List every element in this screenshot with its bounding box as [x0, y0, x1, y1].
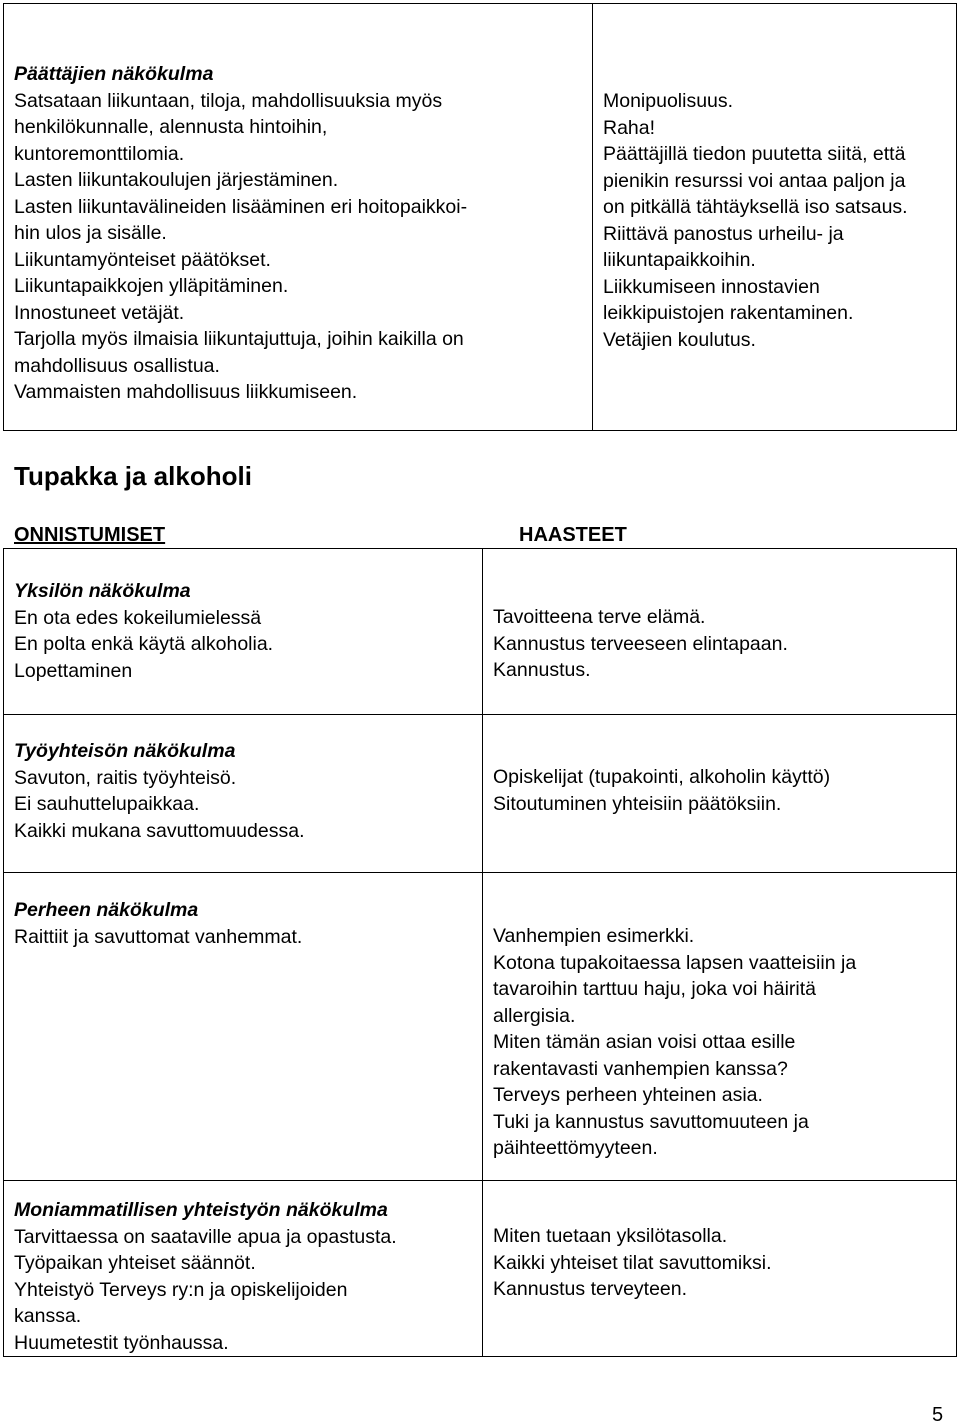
text-line: En polta enkä käytä alkoholia.	[14, 633, 274, 655]
text-line: Ei sauhuttelupaikkaa.	[14, 793, 200, 815]
family-challenges-cell	[483, 873, 957, 1181]
individual-challenges-cell	[483, 549, 957, 715]
text-line: liikuntapaikkoihin.	[603, 249, 756, 271]
cell-title: Yksilön näkökulma	[14, 580, 191, 602]
column-header-challenges: HAASTEET	[519, 524, 627, 546]
top-table	[3, 3, 957, 431]
table-row	[4, 715, 957, 873]
text-line: henkilökunnalle, alennusta hintoihin,	[14, 116, 328, 138]
text-line: Terveys perheen yhteinen asia.	[493, 1084, 763, 1106]
text-line: Liikkumiseen innostavien	[603, 275, 820, 298]
text-line: Raha!	[603, 116, 656, 139]
text-line: Yhteistyö Terveys ry:n ja opiskelijoiden	[14, 1278, 348, 1301]
text-line: Työpaikan yhteiset säännöt.	[14, 1252, 256, 1274]
text-line: Opiskelijat (tupakointi, alkoholin käyttö)	[493, 766, 831, 788]
cell-title: Moniammatillisen yhteistyön näkökulma	[14, 1199, 388, 1221]
cell-title: Perheen näkökulma	[14, 899, 199, 921]
text-line: kuntoremonttilomia.	[14, 142, 185, 165]
text-line: Lasten liikuntavälineiden lisääminen eri hoitopaikkoi-	[14, 195, 468, 218]
text-line: Raittiit ja savuttomat vanhemmat.	[14, 925, 303, 948]
text-line: Tarjolla myös ilmaisia liikuntajuttuja, joihin kaikilla on	[14, 328, 464, 350]
text-line: Vanhempien esimerkki.	[493, 925, 695, 947]
text-line: pienikin resurssi voi antaa paljon ja	[603, 169, 906, 192]
multiprofessional-challenges-cell	[483, 1181, 957, 1357]
text-line: Vetäjien koulutus.	[603, 328, 756, 351]
text-line: Sitoutuminen yhteisiin päätöksiin.	[493, 792, 782, 815]
text-line: Riittävä panostus urheilu- ja	[603, 222, 844, 245]
text-line: Savuton, raitis työyhteisö.	[14, 766, 237, 789]
text-line: päihteettömyyteen.	[493, 1137, 658, 1159]
decision-makers-cell	[4, 4, 593, 431]
text-line: Tuki ja kannustus savuttomuuteen ja	[493, 1110, 809, 1133]
text-line: Kaikki yhteiset tilat savuttomiksi.	[493, 1251, 772, 1274]
table-row	[4, 549, 957, 715]
text-line: Päättäjillä tiedon puutetta siitä, että	[603, 143, 906, 165]
column-header-successes: ONNISTUMISET	[14, 524, 166, 546]
text-line: allergisia.	[493, 1004, 576, 1027]
text-line: Kannustus.	[493, 659, 591, 681]
text-line: Liikuntapaikkojen ylläpitäminen.	[14, 275, 289, 297]
text-line: mahdollisuus osallistua.	[14, 354, 220, 377]
text-line: Kaikki mukana savuttomuudessa.	[14, 819, 305, 842]
text-line: hin ulos ja sisälle.	[14, 222, 167, 244]
text-line: Tarvittaessa on saataville apua ja opastusta.	[14, 1225, 397, 1248]
text-line: on pitkällä tähtäyksellä iso satsaus.	[603, 196, 908, 218]
text-line: Liikuntamyönteiset päätökset.	[14, 248, 271, 271]
text-line: Miten tuetaan yksilötasolla.	[493, 1225, 728, 1247]
text-line: Huumetestit työnhaussa.	[14, 1331, 229, 1354]
decision-makers-challenges-cell	[593, 4, 957, 431]
text-line: Lopettaminen	[14, 659, 133, 682]
individual-cell	[4, 549, 483, 715]
page-number: 5	[932, 1404, 944, 1426]
cell-title: Päättäjien näkökulma	[14, 63, 214, 85]
table-row	[4, 1181, 957, 1357]
text-line: Monipuolisuus.	[603, 90, 734, 112]
text-line: tavaroihin tarttuu haju, joka voi häiritä	[493, 978, 817, 1000]
text-line: Kannustus terveyteen.	[493, 1278, 688, 1300]
text-line: rakentavasti vanhempien kanssa?	[493, 1057, 788, 1080]
text-line: Vammaisten mahdollisuus liikkumiseen.	[14, 381, 358, 403]
text-line: Miten tämän asian voisi ottaa esille	[493, 1031, 796, 1053]
table-row	[4, 873, 957, 1181]
workplace-challenges-cell	[483, 715, 957, 873]
section-heading: Tupakka ja alkoholi	[14, 461, 252, 491]
text-line: Innostuneet vetäjät.	[14, 301, 185, 324]
text-line: Kotona tupakoitaessa lapsen vaatteisiin ja	[493, 951, 857, 974]
text-line: leikkipuistojen rakentaminen.	[603, 302, 854, 324]
text-line: Kannustus terveeseen elintapaan.	[493, 632, 788, 655]
main-table	[3, 548, 957, 1357]
text-line: En ota edes kokeilumielessä	[14, 606, 262, 629]
family-cell	[4, 873, 483, 1181]
multiprofessional-cell	[4, 1181, 483, 1357]
text-line: Tavoitteena terve elämä.	[493, 606, 706, 628]
text-line: kanssa.	[14, 1305, 82, 1327]
cell-title: Työyhteisön näkökulma	[14, 740, 236, 762]
workplace-cell	[4, 715, 483, 873]
text-line: Satsataan liikuntaan, tiloja, mahdollisuuksia myös	[14, 89, 443, 112]
text-line: Lasten liikuntakoulujen järjestäminen.	[14, 169, 339, 191]
